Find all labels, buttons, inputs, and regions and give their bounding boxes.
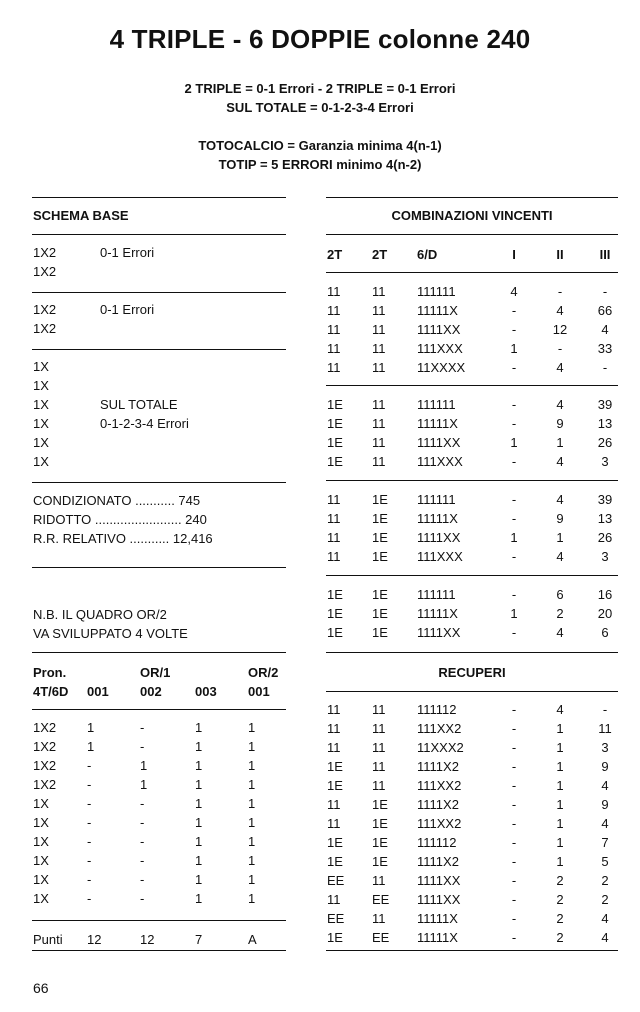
combinazioni-cell: 111111: [417, 587, 456, 602]
divider: [326, 272, 618, 273]
combinazioni-cell: 1E: [372, 492, 388, 507]
recuperi-cell: 11: [327, 816, 341, 831]
combinazioni-cell: 11: [372, 397, 386, 412]
recuperi-cell: 11: [327, 702, 341, 717]
recuperi-cell: 1E: [327, 854, 343, 869]
combinazioni-cell: 1: [556, 530, 564, 545]
recuperi-cell: -: [511, 854, 517, 869]
recuperi-cell: 11: [598, 721, 612, 736]
pron-cell: 1: [248, 720, 256, 735]
recuperi-cell: -: [511, 892, 517, 907]
combinazioni-cell: 11: [327, 284, 341, 299]
combinazioni-cell: 11: [327, 511, 341, 526]
recuperi-cell: EE: [372, 892, 390, 907]
recuperi-cell: 3: [601, 740, 609, 755]
combinazioni-cell: 4: [556, 360, 564, 375]
recuperi-cell: 4: [601, 778, 609, 793]
recuperi-cell: 11: [372, 740, 386, 755]
stat-line: R.R. RELATIVO ........... 12,416: [33, 531, 213, 546]
recuperi-cell: -: [511, 835, 517, 850]
schema-base-heading: SCHEMA BASE: [33, 208, 129, 223]
combinazioni-cell: 1E: [327, 606, 343, 621]
pron-footer-cell: Punti: [33, 932, 63, 947]
recuperi-cell: 111XX2: [417, 778, 462, 793]
pron-cell: -: [140, 891, 145, 906]
divider: [326, 950, 618, 951]
combinazioni-cell: 11: [327, 341, 341, 356]
pron-footer-cell: A: [248, 932, 257, 947]
combinazioni-cell: 111111: [417, 397, 456, 412]
recuperi-cell: 11: [372, 873, 386, 888]
recuperi-cell: -: [602, 702, 608, 717]
combinazioni-cell: -: [511, 587, 517, 602]
pron-cell: 1: [140, 758, 148, 773]
recuperi-cell: 1E: [372, 854, 388, 869]
schema-code: 1X: [33, 359, 49, 374]
divider: [32, 652, 286, 653]
pron-cell: 1: [248, 739, 256, 754]
recuperi-cell: 2: [556, 873, 564, 888]
recuperi-cell: 11XXX2: [417, 740, 464, 755]
combinazioni-cell: -: [511, 360, 517, 375]
pron-cell: 1: [87, 739, 95, 754]
divider: [326, 385, 618, 386]
combinazioni-cell: -: [511, 454, 517, 469]
pron-cell: -: [140, 739, 145, 754]
recuperi-cell: 11: [327, 740, 341, 755]
subtitle-line-3: TOTOCALCIO = Garanzia minima 4(n-1): [198, 138, 442, 153]
combinazioni-cell: -: [511, 303, 517, 318]
recuperi-cell: 5: [601, 854, 609, 869]
combinazioni-cell: 11: [372, 303, 386, 318]
recuperi-cell: 1E: [372, 816, 388, 831]
combinazioni-cell: -: [511, 397, 517, 412]
recuperi-heading: RECUPERI: [438, 665, 506, 680]
pron-cell: 1X2: [33, 739, 57, 754]
recuperi-cell: -: [511, 873, 517, 888]
combinazioni-cell: 1: [510, 435, 518, 450]
combinazioni-cell: 11: [372, 284, 386, 299]
divider: [32, 920, 286, 921]
combinazioni-cell: 39: [597, 492, 613, 507]
recuperi-cell: 11111X: [417, 911, 458, 926]
recuperi-cell: 1E: [327, 835, 343, 850]
pron-cell: -: [140, 815, 145, 830]
recuperi-cell: 111112: [417, 702, 457, 717]
recuperi-cell: 111112: [417, 835, 457, 850]
recuperi-cell: 11: [327, 892, 341, 907]
divider: [326, 197, 618, 198]
divider: [326, 234, 618, 235]
recuperi-cell: 2: [556, 930, 564, 945]
pron-cell: -: [140, 796, 145, 811]
pron-cell: -: [140, 872, 145, 887]
combinazioni-cell: 111XXX: [417, 454, 463, 469]
pron-cell: 1: [248, 834, 256, 849]
combinazioni-column-header: 6/D: [417, 247, 438, 262]
combinazioni-cell: 111111: [417, 492, 456, 507]
recuperi-cell: 9: [601, 797, 609, 812]
combinazioni-cell: 1E: [327, 625, 343, 640]
recuperi-cell: 1: [556, 835, 564, 850]
combinazioni-cell: 11: [372, 360, 386, 375]
recuperi-cell: 11: [372, 702, 386, 717]
combinazioni-cell: 1: [510, 341, 518, 356]
pron-header: 002: [140, 684, 162, 699]
combinazioni-cell: -: [557, 284, 563, 299]
recuperi-cell: -: [511, 740, 517, 755]
combinazioni-cell: 11: [327, 322, 341, 337]
divider: [326, 480, 618, 481]
combinazioni-cell: 111111: [417, 284, 456, 299]
divider: [32, 567, 286, 568]
pron-cell: 1: [248, 872, 256, 887]
schema-code: 1X: [33, 397, 49, 412]
combinazioni-column-header: I: [512, 247, 516, 262]
recuperi-cell: 1: [556, 740, 564, 755]
recuperi-cell: 4: [601, 930, 609, 945]
pron-cell: 1X: [33, 834, 49, 849]
pron-cell: 1X: [33, 815, 49, 830]
pron-cell: 1: [195, 758, 203, 773]
combinazioni-cell: 1E: [372, 606, 388, 621]
divider: [32, 292, 286, 293]
combinazioni-cell: 13: [597, 416, 613, 431]
combinazioni-cell: -: [511, 549, 517, 564]
pron-header: OR/1: [140, 665, 171, 680]
pron-cell: -: [140, 853, 145, 868]
combinazioni-cell: 1E: [327, 397, 343, 412]
recuperi-cell: EE: [327, 911, 345, 926]
combinazioni-column-header: 2T: [372, 247, 388, 262]
recuperi-cell: 1: [556, 759, 564, 774]
note-line: N.B. IL QUADRO OR/2: [33, 607, 167, 622]
pron-cell: 1X: [33, 796, 49, 811]
recuperi-cell: -: [511, 930, 517, 945]
recuperi-cell: 4: [601, 816, 609, 831]
recuperi-cell: 4: [556, 702, 564, 717]
pron-cell: 1: [195, 796, 203, 811]
pron-cell: 1X: [33, 872, 49, 887]
combinazioni-cell: -: [511, 416, 517, 431]
pron-cell: 1: [195, 720, 203, 735]
combinazioni-cell: 1E: [327, 435, 343, 450]
recuperi-cell: EE: [327, 873, 345, 888]
pron-cell: -: [87, 796, 92, 811]
recuperi-cell: 11: [372, 759, 386, 774]
divider: [32, 482, 286, 483]
page-title: 4 TRIPLE - 6 DOPPIE colonne 240: [109, 24, 531, 54]
pron-cell: 1: [195, 777, 203, 792]
schema-code: 1X2: [33, 302, 57, 317]
combinazioni-cell: 1E: [327, 454, 343, 469]
pron-cell: -: [87, 815, 92, 830]
combinazioni-cell: -: [557, 341, 563, 356]
pron-footer-cell: 7: [195, 932, 203, 947]
combinazioni-cell: 12: [552, 322, 568, 337]
combinazioni-cell: 11: [372, 454, 386, 469]
recuperi-cell: 2: [601, 873, 609, 888]
pron-cell: 1: [248, 777, 256, 792]
pron-cell: 1: [195, 891, 203, 906]
recuperi-cell: 1111XX: [417, 873, 461, 888]
recuperi-cell: 1: [556, 816, 564, 831]
schema-code: 1X: [33, 416, 49, 431]
combinazioni-column-header: 2T: [327, 247, 343, 262]
recuperi-cell: -: [511, 816, 517, 831]
schema-code: 1X: [33, 454, 49, 469]
pron-cell: 1X: [33, 891, 49, 906]
combinazioni-cell: 4: [556, 492, 564, 507]
combinazioni-cell: 4: [510, 284, 518, 299]
recuperi-cell: 1: [556, 797, 564, 812]
recuperi-cell: 1111X2: [417, 854, 459, 869]
combinazioni-cell: 11: [372, 322, 386, 337]
recuperi-cell: 11: [327, 721, 341, 736]
recuperi-cell: 111XX2: [417, 721, 462, 736]
schema-note: 0-1-2-3-4 Errori: [100, 416, 189, 431]
combinazioni-cell: 20: [597, 606, 613, 621]
combinazioni-cell: 1E: [372, 625, 388, 640]
recuperi-cell: 1: [556, 778, 564, 793]
pron-footer-cell: 12: [87, 932, 102, 947]
schema-code: 1X2: [33, 321, 57, 336]
recuperi-cell: -: [511, 702, 517, 717]
combinazioni-cell: 1111XX: [417, 435, 461, 450]
divider: [32, 234, 286, 235]
pron-cell: 1X2: [33, 777, 57, 792]
divider: [326, 652, 618, 653]
combinazioni-cell: 111XXX: [417, 549, 463, 564]
combinazioni-cell: 6: [601, 625, 609, 640]
pron-cell: -: [87, 872, 92, 887]
pron-footer-cell: 12: [140, 932, 155, 947]
divider: [32, 709, 286, 710]
combinazioni-cell: 111XXX: [417, 341, 463, 356]
combinazioni-cell: 11: [327, 549, 341, 564]
recuperi-cell: -: [511, 759, 517, 774]
combinazioni-cell: 26: [597, 530, 613, 545]
recuperi-cell: -: [511, 721, 517, 736]
pron-cell: 1: [195, 815, 203, 830]
recuperi-cell: EE: [372, 930, 390, 945]
pron-cell: 1: [248, 796, 256, 811]
combinazioni-cell: -: [511, 511, 517, 526]
pron-cell: 1: [248, 815, 256, 830]
subtitle-line-4: TOTIP = 5 ERRORI minimo 4(n-2): [218, 157, 422, 172]
subtitle-line-2: SUL TOTALE = 0-1-2-3-4 Errori: [226, 100, 414, 115]
divider: [32, 197, 286, 198]
pron-cell: 1: [195, 834, 203, 849]
combinazioni-column-header: II: [556, 247, 564, 262]
combinazioni-cell: 4: [556, 397, 564, 412]
recuperi-cell: 2: [556, 911, 564, 926]
combinazioni-cell: -: [602, 360, 608, 375]
pron-cell: 1: [248, 853, 256, 868]
stat-line: CONDIZIONATO ........... 745: [33, 493, 201, 508]
combinazioni-cell: 2: [556, 606, 564, 621]
pron-cell: -: [87, 777, 92, 792]
pron-cell: -: [87, 758, 92, 773]
pron-cell: 1: [248, 891, 256, 906]
divider: [326, 575, 618, 576]
recuperi-cell: 11: [372, 911, 386, 926]
combinazioni-cell: 1111XX: [417, 625, 461, 640]
pron-header: 003: [195, 684, 217, 699]
combinazioni-cell: 11: [372, 416, 386, 431]
combinazioni-cell: 1: [510, 606, 518, 621]
recuperi-cell: 11: [327, 797, 341, 812]
recuperi-cell: 1: [556, 721, 564, 736]
combinazioni-cell: 1E: [372, 549, 388, 564]
schema-note: 0-1 Errori: [100, 302, 155, 317]
combinazioni-cell: 11: [327, 303, 341, 318]
pron-cell: 1: [195, 739, 203, 754]
combinazioni-cell: 1E: [372, 530, 388, 545]
schema-code: 1X2: [33, 245, 57, 260]
combinazioni-cell: -: [511, 322, 517, 337]
combinazioni-column-header: III: [599, 247, 611, 262]
combinazioni-cell: 66: [597, 303, 613, 318]
combinazioni-cell: 11111X: [417, 606, 458, 621]
combinazioni-cell: 1: [556, 435, 564, 450]
combinazioni-cell: 4: [556, 454, 564, 469]
combinazioni-cell: -: [511, 492, 517, 507]
recuperi-cell: 11111X: [417, 930, 458, 945]
pron-cell: 1X: [33, 853, 49, 868]
combinazioni-cell: 4: [556, 303, 564, 318]
schema-note: 0-1 Errori: [100, 245, 155, 260]
combinazioni-cell: 6: [556, 587, 564, 602]
combinazioni-cell: 16: [597, 587, 613, 602]
combinazioni-cell: 1E: [372, 587, 388, 602]
schema-code: 1X: [33, 435, 49, 450]
pron-cell: 1: [87, 720, 95, 735]
pron-header: 001: [87, 684, 109, 699]
recuperi-cell: 1E: [372, 797, 388, 812]
recuperi-cell: 1E: [327, 930, 343, 945]
pron-cell: 1X2: [33, 720, 57, 735]
subtitle-line-1: 2 TRIPLE = 0-1 Errori - 2 TRIPLE = 0-1 Errori: [184, 81, 456, 96]
note-line: VA SVILUPPATO 4 VOLTE: [33, 626, 188, 641]
pron-cell: 1X2: [33, 758, 57, 773]
combinazioni-cell: 11111X: [417, 416, 458, 431]
combinazioni-cell: 11: [327, 360, 341, 375]
pron-header: 4T/6D: [33, 684, 69, 699]
recuperi-cell: 1111XX: [417, 892, 461, 907]
recuperi-cell: 11: [372, 721, 386, 736]
schema-code: 1X2: [33, 264, 57, 279]
recuperi-cell: 2: [601, 892, 609, 907]
pron-cell: -: [87, 891, 92, 906]
combinazioni-cell: 11: [327, 492, 341, 507]
combinazioni-cell: 1: [510, 530, 518, 545]
schema-code: 1X: [33, 378, 49, 393]
recuperi-cell: 1E: [372, 835, 388, 850]
combinazioni-cell: 1E: [372, 511, 388, 526]
combinazioni-cell: 11: [372, 341, 386, 356]
recuperi-cell: 9: [601, 759, 609, 774]
combinazioni-cell: 9: [556, 511, 564, 526]
page-number: 66: [33, 980, 49, 996]
combinazioni-heading: COMBINAZIONI VINCENTI: [391, 208, 553, 223]
pron-cell: -: [140, 720, 145, 735]
combinazioni-cell: 13: [597, 511, 613, 526]
combinazioni-cell: 11: [327, 530, 341, 545]
combinazioni-cell: 11111X: [417, 511, 458, 526]
combinazioni-cell: 3: [601, 454, 609, 469]
recuperi-cell: -: [511, 911, 517, 926]
combinazioni-cell: 1111XX: [417, 322, 461, 337]
recuperi-cell: 2: [556, 892, 564, 907]
combinazioni-cell: 1111XX: [417, 530, 461, 545]
recuperi-cell: -: [511, 797, 517, 812]
pron-cell: 1: [248, 758, 256, 773]
recuperi-cell: 4: [601, 911, 609, 926]
recuperi-cell: 1111X2: [417, 759, 459, 774]
divider: [32, 349, 286, 350]
pron-header: Pron.: [33, 665, 67, 680]
recuperi-cell: 1E: [327, 778, 343, 793]
pron-header: 001: [248, 684, 270, 699]
recuperi-cell: 1111X2: [417, 797, 459, 812]
recuperi-cell: 7: [601, 835, 609, 850]
combinazioni-cell: 11111X: [417, 303, 458, 318]
pron-cell: -: [87, 834, 92, 849]
combinazioni-cell: 4: [556, 625, 564, 640]
combinazioni-cell: 39: [597, 397, 613, 412]
combinazioni-cell: 1E: [327, 416, 343, 431]
combinazioni-cell: 9: [556, 416, 564, 431]
combinazioni-cell: 3: [601, 549, 609, 564]
combinazioni-cell: 4: [556, 549, 564, 564]
pron-cell: 1: [195, 853, 203, 868]
pron-cell: -: [140, 834, 145, 849]
recuperi-cell: 11: [372, 778, 386, 793]
recuperi-cell: -: [511, 778, 517, 793]
divider: [32, 950, 286, 951]
recuperi-cell: 111XX2: [417, 816, 462, 831]
pron-cell: 1: [195, 872, 203, 887]
combinazioni-cell: -: [511, 625, 517, 640]
combinazioni-cell: 33: [597, 341, 613, 356]
divider: [326, 691, 618, 692]
combinazioni-cell: 1E: [327, 587, 343, 602]
combinazioni-cell: 11: [372, 435, 386, 450]
combinazioni-cell: -: [602, 284, 608, 299]
stat-line: RIDOTTO ........................ 240: [33, 512, 207, 527]
schema-note: SUL TOTALE: [100, 397, 178, 412]
recuperi-cell: 1E: [327, 759, 343, 774]
pron-cell: -: [87, 853, 92, 868]
recuperi-cell: 1: [556, 854, 564, 869]
combinazioni-cell: 4: [601, 322, 609, 337]
combinazioni-cell: 11XXXX: [417, 360, 466, 375]
pron-header: OR/2: [248, 665, 279, 680]
pron-cell: 1: [140, 777, 148, 792]
combinazioni-cell: 26: [597, 435, 613, 450]
